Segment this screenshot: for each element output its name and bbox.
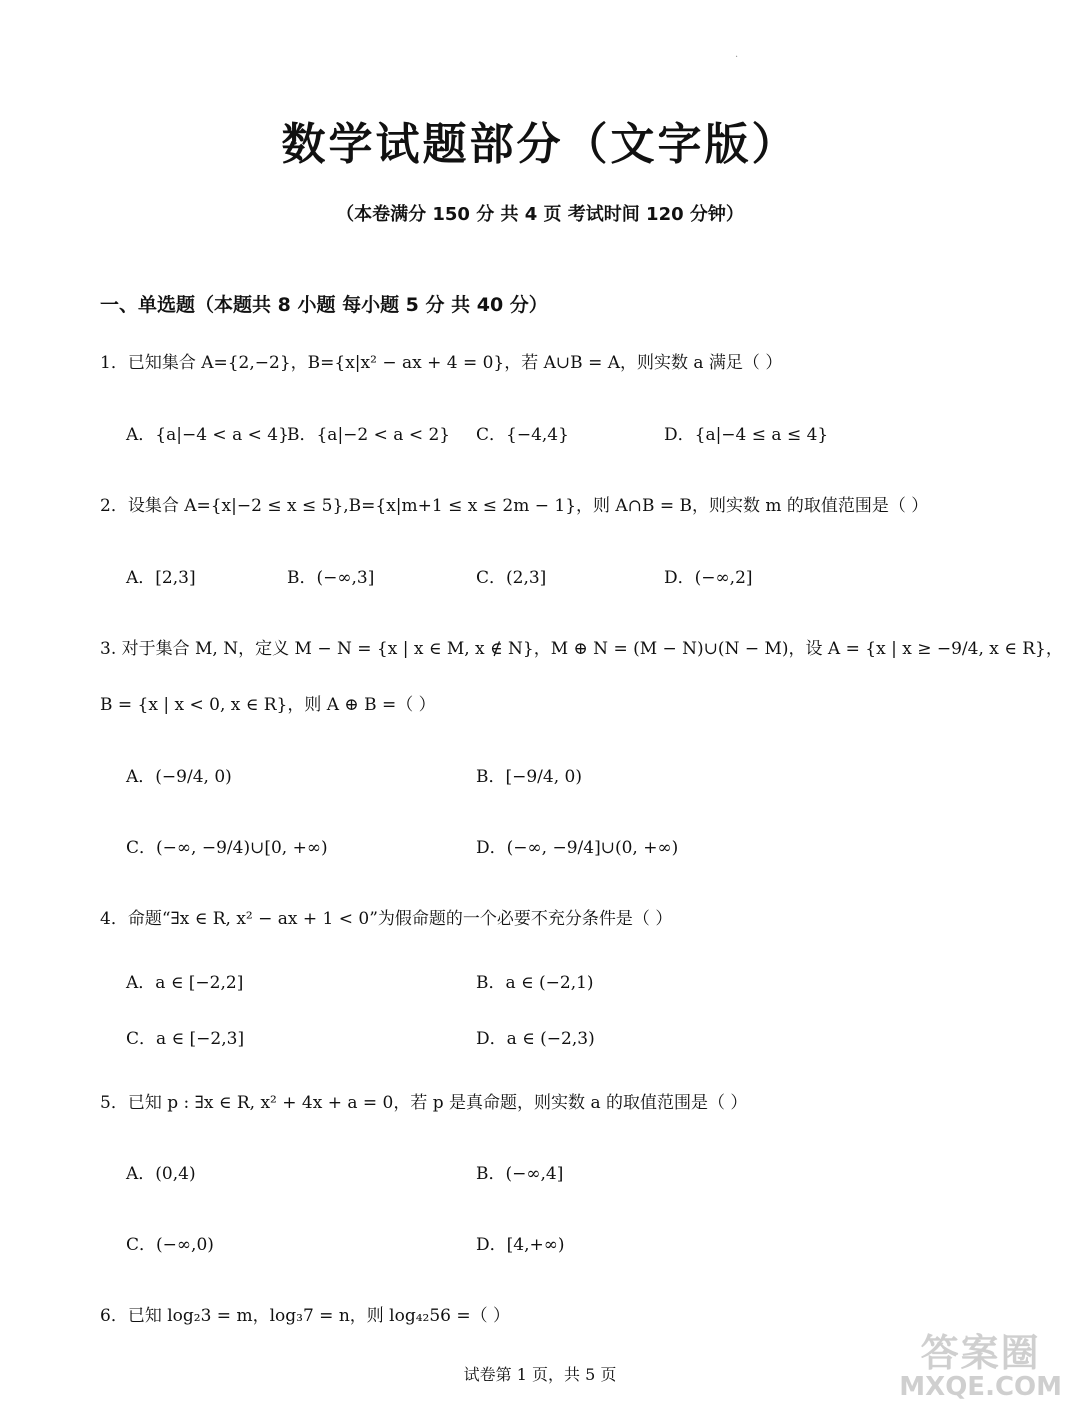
stray-dot: · <box>735 52 739 63</box>
question-1-option-b: B．{a|−2 < a < 2} <box>287 425 451 445</box>
question-3-stem: 3. 对于集合 M, N，定义 M − N = {x | x ∈ M, x ∉ N}，M ⊕ N = (M − N)∪(N − M)，设 A = {x | x ≥ −9/4, x ∈ R}， <box>100 639 1063 659</box>
question-3-option-d: D．(−∞, −9/4]∪(0, +∞) <box>476 838 679 858</box>
question-2-option-c: C．(2,3] <box>476 568 547 588</box>
question-3-option-b: B．[−9/4, 0) <box>476 767 582 787</box>
watermark-line-2: MXQE.COM <box>899 1371 1062 1402</box>
section-heading: 一、单选题（本题共 8 小题 每小题 5 分 共 40 分） <box>100 294 548 316</box>
page-title: 数学试题部分（文字版） <box>281 119 799 170</box>
page-footer: 试卷第 1 页，共 5 页 <box>463 1365 617 1384</box>
question-5-stem: 5．已知 p : ∃x ∈ R, x² + 4x + a = 0，若 p 是真命题，则实数 a 的取值范围是（ ） <box>100 1093 748 1113</box>
question-5-option-c: C．(−∞,0) <box>126 1235 214 1255</box>
question-2-option-b: B．(−∞,3] <box>287 568 375 588</box>
watermark-line-1: 答案圈 <box>920 1330 1041 1375</box>
question-4-option-b: B．a ∈ (−2,1) <box>476 973 594 993</box>
question-2-stem: 2．设集合 A={x|−2 ≤ x ≤ 5},B={x|m+1 ≤ x ≤ 2m − 1}，则 A∩B = B，则实数 m 的取值范围是（ ） <box>100 496 929 516</box>
question-3-option-a: A．(−9/4, 0) <box>126 767 232 787</box>
watermark-logo <box>899 1330 1062 1402</box>
page-subtitle: （本卷满分 150 分 共 4 页 考试时间 120 分钟） <box>336 204 744 225</box>
question-5-option-a: A．(0,4) <box>126 1164 196 1184</box>
question-1-stem: 1．已知集合 A={2,−2}，B={x|x² − ax + 4 = 0}，若 A∪B = A，则实数 a 满足（ ） <box>100 353 783 373</box>
question-4-option-c: C．a ∈ [−2,3] <box>126 1029 245 1049</box>
question-1-option-c: C．{−4,4} <box>476 425 569 445</box>
question-5-option-d: D．[4,+∞) <box>476 1235 565 1255</box>
question-1-option-a: A．{a|−4 < a < 4} <box>126 425 289 445</box>
question-2-option-a: A．[2,3] <box>126 568 196 588</box>
question-2-option-d: D．(−∞,2] <box>664 568 753 588</box>
question-4-option-a: A．a ∈ [−2,2] <box>126 973 244 993</box>
question-5-option-b: B．(−∞,4] <box>476 1164 564 1184</box>
question-1-option-d: D．{a|−4 ≤ a ≤ 4} <box>664 425 829 445</box>
question-6-stem: 6．已知 log₂3 = m，log₃7 = n，则 log₄₂56 =（ ） <box>100 1306 511 1326</box>
question-3-option-c: C．(−∞, −9/4)∪[0, +∞) <box>126 838 328 858</box>
question-4-option-d: D．a ∈ (−2,3) <box>476 1029 595 1049</box>
question-3-stem-continued: B = {x | x < 0, x ∈ R}，则 A ⊕ B =（ ） <box>100 695 436 715</box>
question-4-stem: 4．命题“∃x ∈ R, x² − ax + 1 < 0”为假命题的一个必要不充分条件是（ ） <box>100 909 673 929</box>
